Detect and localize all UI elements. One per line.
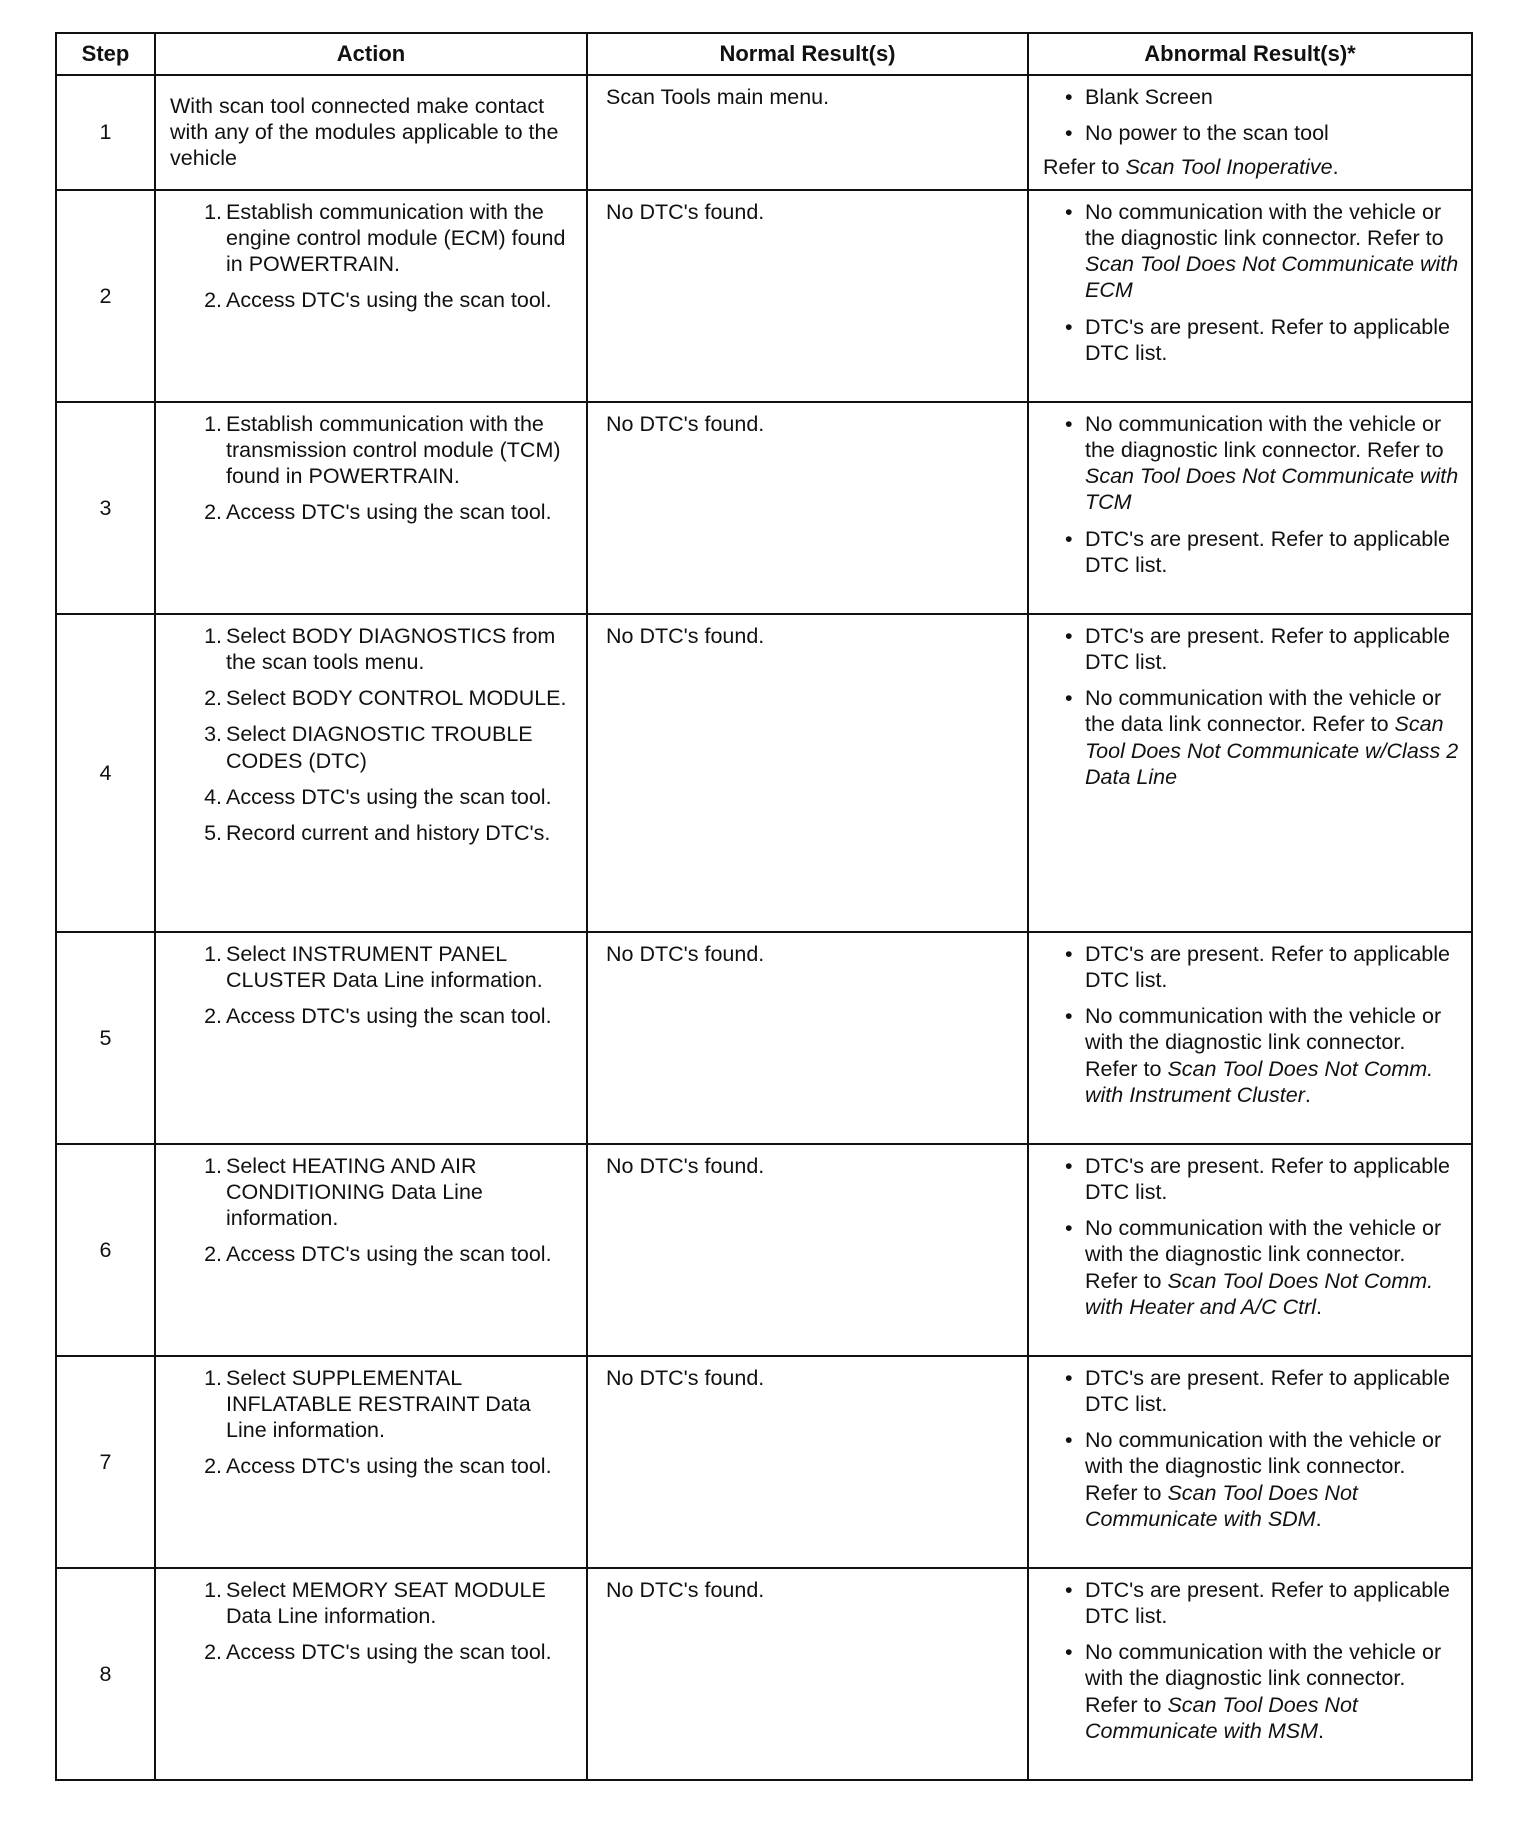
table-row xyxy=(56,1356,1472,1568)
action-text: Access DTC's using the scan tool. xyxy=(226,288,552,313)
abnormal-text: DTC's are present. Refer to applicable DTC list. xyxy=(1085,623,1450,674)
header-action: Action xyxy=(155,33,587,75)
abnormal-result-cell xyxy=(1028,932,1472,1144)
action-cell xyxy=(155,932,587,1144)
action-list xyxy=(166,623,576,847)
action-item xyxy=(196,287,576,313)
table-row xyxy=(56,75,1472,190)
action-item xyxy=(196,1577,576,1629)
step-number: 2 xyxy=(56,190,155,402)
refer-line xyxy=(1039,154,1461,180)
abnormal-item xyxy=(1065,1003,1461,1108)
normal-result-cell: No DTC's found. xyxy=(587,614,1028,932)
refer-suffix: . xyxy=(1317,1718,1324,1743)
refer-link-text: Scan Tool Does Not Communicate with MSM xyxy=(1085,1692,1358,1743)
action-item xyxy=(196,784,576,810)
action-text: Select HEATING AND AIR CONDITIONING Data Line information. xyxy=(226,1153,483,1231)
table-row xyxy=(56,402,1472,614)
abnormal-item xyxy=(1065,1215,1461,1320)
header-normal-results: Normal Result(s) xyxy=(587,33,1028,75)
action-list xyxy=(166,941,576,1030)
abnormal-text: No communication with the vehicle or with the diagnostic link connector. Refer to xyxy=(1085,1004,1442,1081)
abnormal-item xyxy=(1065,199,1461,304)
abnormal-list xyxy=(1039,1577,1461,1744)
refer-link-text: Scan Tool Does Not Comm. with Instrument Cluster xyxy=(1085,1056,1434,1107)
table-row xyxy=(56,190,1472,402)
table-row xyxy=(56,1144,1472,1356)
action-item xyxy=(196,499,576,525)
abnormal-result-cell xyxy=(1028,190,1472,402)
action-text: Establish communication with the transmission control module (TCM) found in POWERTRAIN. xyxy=(226,411,561,489)
diagnostic-table xyxy=(55,32,1473,1781)
refer-suffix: . xyxy=(1304,1082,1311,1107)
action-cell: With scan tool connected make contact with any of the modules applicable to the vehicle xyxy=(155,75,587,190)
action-item xyxy=(196,1153,576,1232)
action-number: 1. xyxy=(204,623,222,648)
action-number: 3. xyxy=(204,722,222,747)
action-item xyxy=(196,685,576,711)
action-cell xyxy=(155,190,587,402)
step-number: 8 xyxy=(56,1568,155,1780)
abnormal-text: DTC's are present. Refer to applicable DTC list. xyxy=(1085,941,1450,992)
abnormal-text: No communication with the vehicle or with the diagnostic link connector. Refer to xyxy=(1085,1640,1442,1717)
refer-suffix: . xyxy=(1315,1506,1322,1531)
action-cell xyxy=(155,402,587,614)
action-list xyxy=(166,1577,576,1666)
abnormal-item xyxy=(1065,941,1461,993)
action-number: 2. xyxy=(204,500,222,525)
step-number: 7 xyxy=(56,1356,155,1568)
abnormal-item xyxy=(1065,685,1461,790)
abnormal-text: No communication with the vehicle or the diagnostic link connector. Refer to xyxy=(1085,199,1444,250)
abnormal-result-cell xyxy=(1028,1144,1472,1356)
table-row xyxy=(56,1568,1472,1780)
action-text: Access DTC's using the scan tool. xyxy=(226,1004,552,1029)
abnormal-result-cell xyxy=(1028,402,1472,614)
action-number: 2. xyxy=(204,686,222,711)
abnormal-item xyxy=(1065,526,1461,578)
action-item xyxy=(196,1453,576,1479)
step-number: 6 xyxy=(56,1144,155,1356)
abnormal-text: DTC's are present. Refer to applicable DTC list. xyxy=(1085,1577,1450,1628)
action-number: 1. xyxy=(204,411,222,436)
action-text: Record current and history DTC's. xyxy=(226,820,551,845)
normal-result-cell: No DTC's found. xyxy=(587,190,1028,402)
abnormal-item xyxy=(1065,1365,1461,1417)
action-item xyxy=(196,721,576,773)
action-item xyxy=(196,1365,576,1444)
abnormal-text: DTC's are present. Refer to applicable DTC list. xyxy=(1085,526,1450,577)
step-number: 5 xyxy=(56,932,155,1144)
table-row xyxy=(56,614,1472,932)
action-text: Select BODY DIAGNOSTICS from the scan tools menu. xyxy=(226,623,556,674)
normal-result-cell: No DTC's found. xyxy=(587,402,1028,614)
action-number: 5. xyxy=(204,820,222,845)
normal-result-cell: No DTC's found. xyxy=(587,932,1028,1144)
action-list xyxy=(166,1153,576,1268)
step-number: 3 xyxy=(56,402,155,614)
action-text: Select MEMORY SEAT MODULE Data Line information. xyxy=(226,1577,546,1628)
header-abnormal-results: Abnormal Result(s)* xyxy=(1028,33,1472,75)
table-row xyxy=(56,932,1472,1144)
abnormal-list xyxy=(1039,941,1461,1108)
action-text: Access DTC's using the scan tool. xyxy=(226,500,552,525)
action-list xyxy=(166,411,576,526)
action-number: 1. xyxy=(204,941,222,966)
action-item xyxy=(196,411,576,490)
action-list xyxy=(166,1365,576,1480)
action-number: 2. xyxy=(204,1454,222,1479)
refer-link-text: Scan Tool Does Not Communicate w/Class 2 Data Line xyxy=(1085,712,1459,789)
abnormal-text: DTC's are present. Refer to applicable DTC list. xyxy=(1085,1153,1450,1204)
abnormal-list xyxy=(1039,1365,1461,1532)
header-step: Step xyxy=(56,33,155,75)
action-text: Access DTC's using the scan tool. xyxy=(226,1242,552,1267)
action-cell xyxy=(155,1144,587,1356)
action-list xyxy=(166,199,576,314)
action-item xyxy=(196,1003,576,1029)
action-text: Access DTC's using the scan tool. xyxy=(226,1640,552,1665)
abnormal-list xyxy=(1039,84,1461,146)
action-number: 2. xyxy=(204,1004,222,1029)
action-item xyxy=(196,941,576,993)
action-text: Select INSTRUMENT PANEL CLUSTER Data Line information. xyxy=(226,941,543,992)
abnormal-list xyxy=(1039,1153,1461,1320)
action-number: 1. xyxy=(204,1577,222,1602)
abnormal-text: Blank Screen xyxy=(1085,85,1213,109)
action-item xyxy=(196,820,576,846)
abnormal-text: DTC's are present. Refer to applicable DTC list. xyxy=(1085,314,1450,365)
action-text: Select SUPPLEMENTAL INFLATABLE RESTRAINT Data Line information. xyxy=(226,1365,531,1443)
abnormal-item xyxy=(1065,623,1461,675)
abnormal-item xyxy=(1065,1427,1461,1532)
action-number: 2. xyxy=(204,288,222,313)
action-text: Select BODY CONTROL MODULE. xyxy=(226,686,567,711)
action-number: 1. xyxy=(204,1153,222,1178)
refer-link-text: Scan Tool Does Not Communicate with SDM xyxy=(1085,1480,1358,1531)
step-number: 1 xyxy=(56,75,155,190)
abnormal-result-cell xyxy=(1028,1568,1472,1780)
normal-result-cell: No DTC's found. xyxy=(587,1356,1028,1568)
action-text: Access DTC's using the scan tool. xyxy=(226,784,552,809)
step-number: 4 xyxy=(56,614,155,932)
abnormal-item xyxy=(1065,1577,1461,1629)
abnormal-result-cell xyxy=(1028,75,1472,190)
abnormal-text: No communication with the vehicle or with the diagnostic link connector. Refer to xyxy=(1085,1428,1442,1505)
abnormal-item xyxy=(1065,1639,1461,1744)
action-number: 1. xyxy=(204,199,222,224)
header-row xyxy=(56,33,1472,75)
abnormal-text: No communication with the vehicle or with the diagnostic link connector. Refer to xyxy=(1085,1216,1442,1293)
refer-link-text: Scan Tool Does Not Communicate with ECM xyxy=(1085,252,1459,303)
refer-suffix: . xyxy=(1332,155,1339,180)
action-text: Select DIAGNOSTIC TROUBLE CODES (DTC) xyxy=(226,722,533,773)
normal-result-cell: Scan Tools main menu. xyxy=(587,75,1028,190)
refer-suffix: . xyxy=(1316,1294,1322,1319)
action-cell xyxy=(155,1568,587,1780)
abnormal-text: No communication with the vehicle or the diagnostic link connector. Refer to xyxy=(1085,411,1444,462)
action-text: Establish communication with the engine control module (ECM) found in POWERTRAIN. xyxy=(226,199,566,277)
normal-result-cell: No DTC's found. xyxy=(587,1568,1028,1780)
abnormal-list xyxy=(1039,623,1461,790)
refer-link-text: Scan Tool Does Not Communicate with TCM xyxy=(1085,464,1459,515)
abnormal-text: DTC's are present. Refer to applicable DTC list. xyxy=(1085,1365,1450,1416)
action-item xyxy=(196,199,576,278)
abnormal-list xyxy=(1039,199,1461,366)
refer-link-text: Scan Tool Inoperative xyxy=(1125,155,1333,180)
action-number: 1. xyxy=(204,1365,222,1390)
abnormal-result-cell xyxy=(1028,1356,1472,1568)
abnormal-result-cell xyxy=(1028,614,1472,932)
action-item xyxy=(196,1639,576,1665)
abnormal-text: No power to the scan tool xyxy=(1085,121,1329,146)
normal-result-cell: No DTC's found. xyxy=(587,1144,1028,1356)
action-cell xyxy=(155,614,587,932)
abnormal-item xyxy=(1065,84,1461,110)
refer-link-text: Scan Tool Does Not Comm. with Heater and A/C Ctrl xyxy=(1085,1268,1434,1319)
action-number: 4. xyxy=(204,784,222,809)
action-item xyxy=(196,1241,576,1267)
abnormal-item xyxy=(1065,1153,1461,1205)
abnormal-item xyxy=(1065,120,1461,146)
refer-prefix: Refer to xyxy=(1043,155,1126,180)
action-text: Access DTC's using the scan tool. xyxy=(226,1454,552,1479)
abnormal-item xyxy=(1065,411,1461,516)
action-cell xyxy=(155,1356,587,1568)
action-number: 2. xyxy=(204,1640,222,1665)
abnormal-text: No communication with the vehicle or the data link connector. Refer to xyxy=(1085,686,1442,737)
action-item xyxy=(196,623,576,675)
action-number: 2. xyxy=(204,1242,222,1267)
abnormal-list xyxy=(1039,411,1461,578)
abnormal-item xyxy=(1065,314,1461,366)
